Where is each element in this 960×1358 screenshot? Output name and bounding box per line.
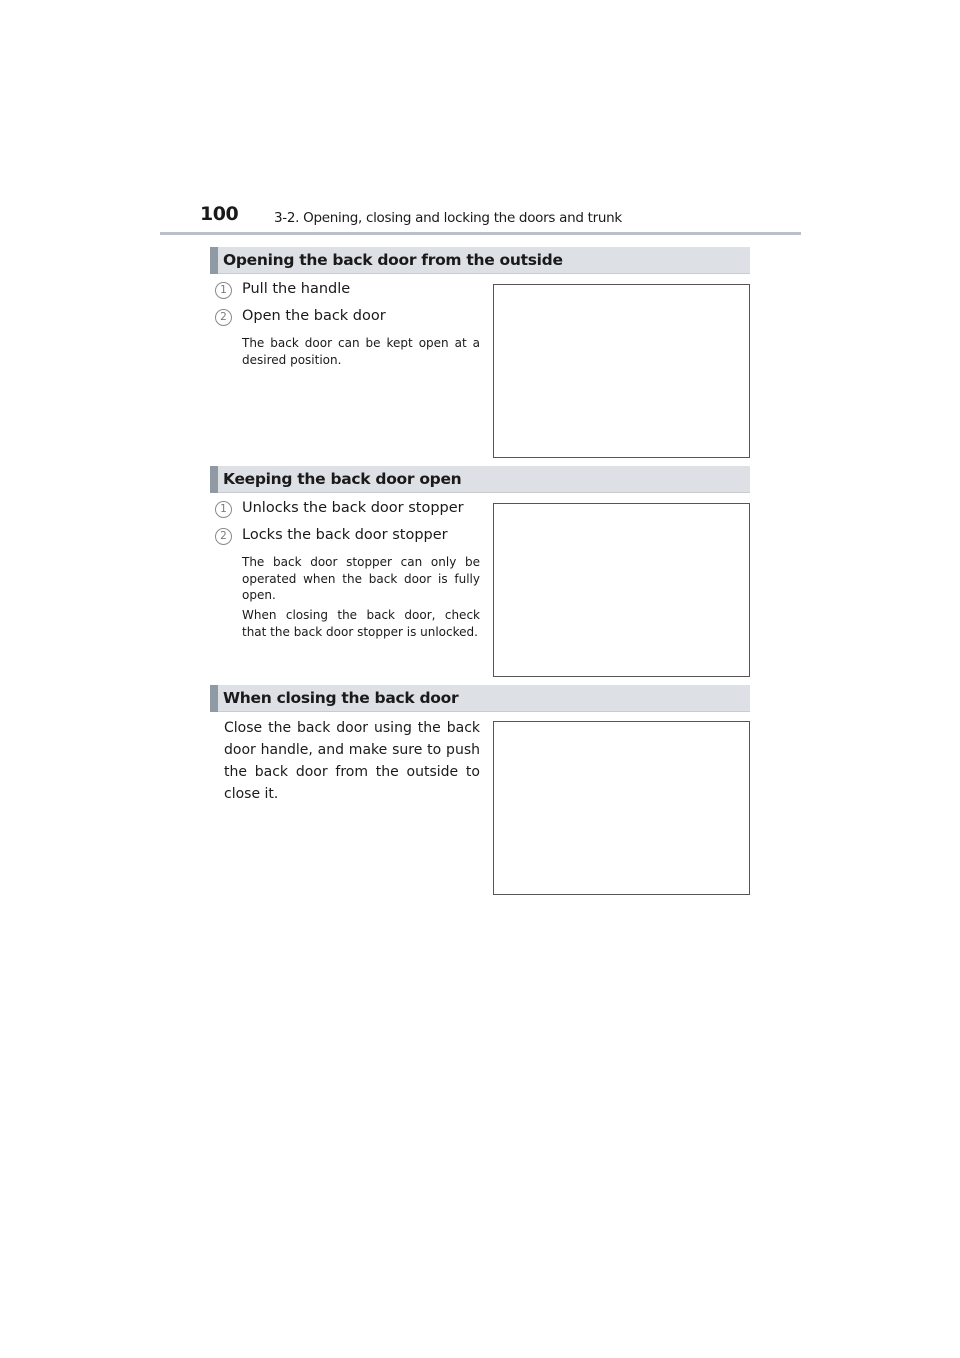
section-header-closing: [210, 685, 750, 712]
section-header-keeping-open: [210, 466, 750, 493]
page-number: 100: [200, 203, 239, 225]
section-title: When closing the back door: [223, 689, 459, 707]
illustration-frame: [493, 503, 750, 677]
section-title: Opening the back door from the outside: [223, 251, 563, 269]
step-number: 1: [215, 501, 232, 518]
running-head: 3-2. Opening, closing and locking the doors and trunk: [274, 210, 622, 226]
illustration-frame: [493, 284, 750, 458]
note-text: The back door stopper can only be operated when the back door is fully open.: [242, 555, 480, 602]
step-number: 2: [215, 528, 232, 545]
step-item: [215, 527, 485, 547]
illustration-frame: [493, 721, 750, 895]
step-text: Locks the back door stopper: [242, 527, 448, 543]
step-text: Open the back door: [242, 308, 386, 324]
section-title: Keeping the back door open: [223, 470, 462, 488]
step-number: 1: [215, 282, 232, 299]
step-text: Unlocks the back door stopper: [242, 500, 464, 516]
step-item: [215, 281, 485, 301]
section-header-opening: [210, 247, 750, 274]
header-rule: [160, 232, 801, 235]
note-text: When closing the back door, check that the back door stopper is unlocked.: [242, 608, 480, 639]
step-item: [215, 500, 485, 520]
step-number: 2: [215, 309, 232, 326]
step-item: [215, 308, 485, 328]
step-text: Pull the handle: [242, 281, 351, 297]
body-paragraph: Close the back door using the back door handle, and make sure to push the back door from the outside to close it.: [224, 720, 480, 802]
note-text: The back door can be kept open at a desired position.: [242, 336, 480, 367]
